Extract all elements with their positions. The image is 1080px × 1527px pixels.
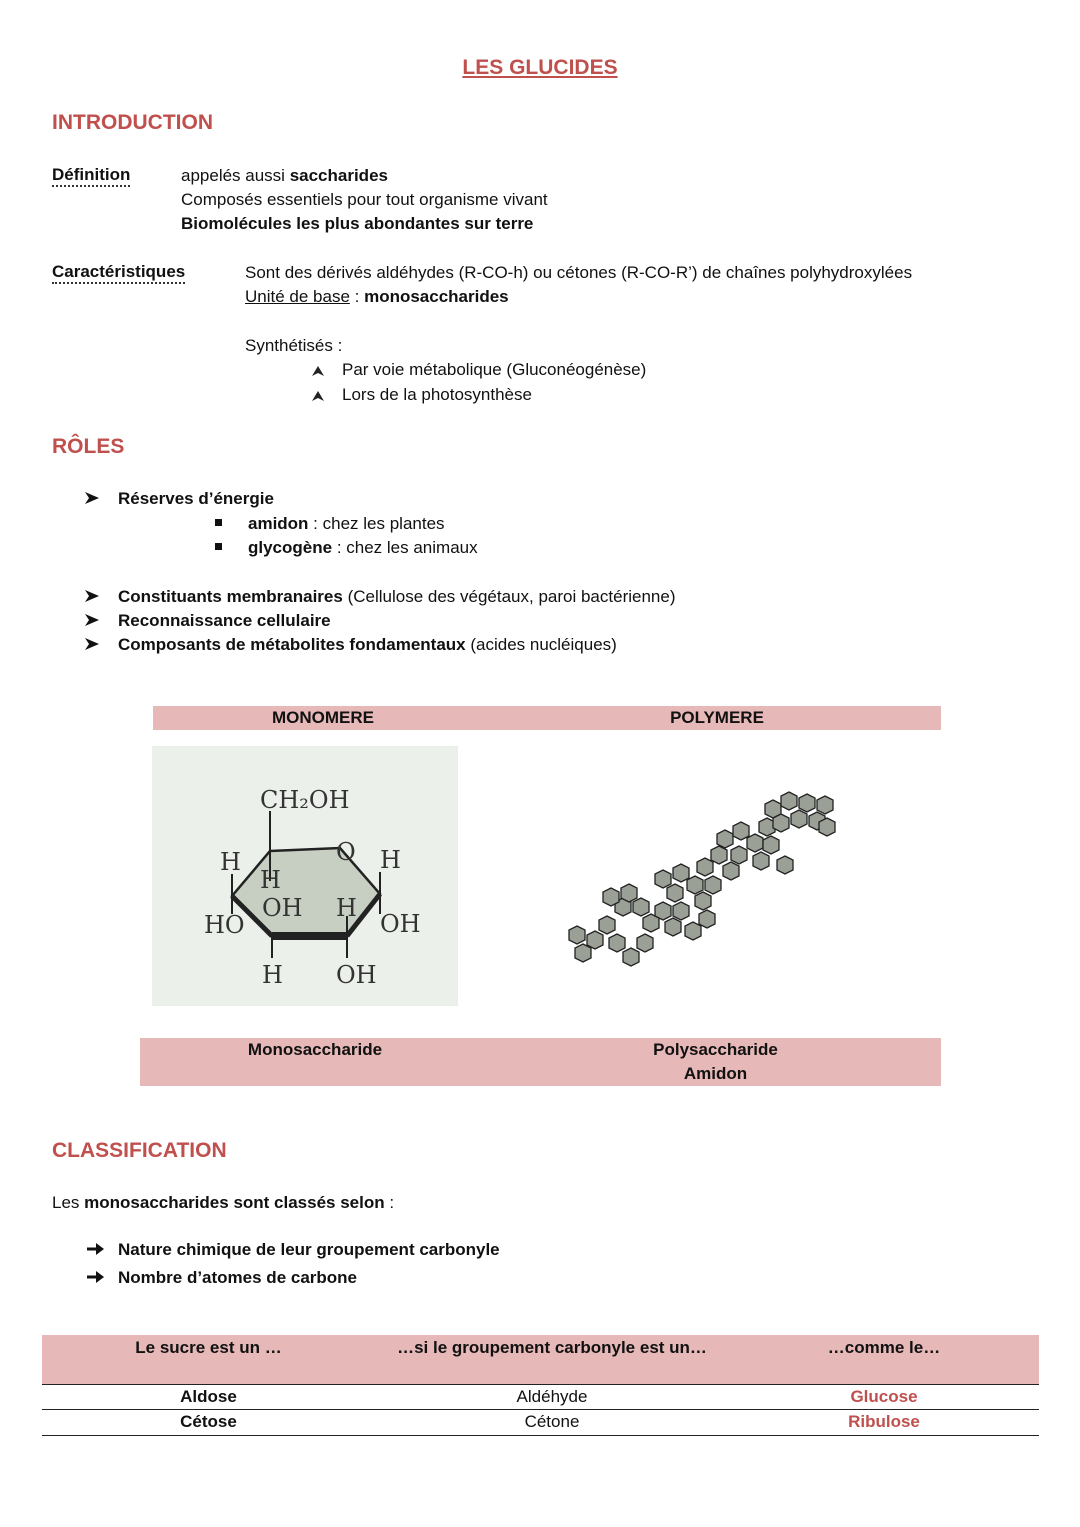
caracteristiques-line-2: Unité de base : monosaccharides (245, 287, 509, 306)
section-heading-classification: CLASSIFICATION (52, 1139, 227, 1162)
role-item-4: Composants de métabolites fondamentaux (acides nucléiques) (118, 635, 617, 654)
h-label: H (380, 846, 401, 874)
classification-item-1: Nature chimique de leur groupement carbonyle (118, 1240, 500, 1259)
caret-bullet-icon (311, 362, 325, 382)
definition-line-2: Composés essentiels pour tout organisme vivant (181, 190, 548, 209)
table-divider (42, 1435, 1039, 1436)
oh-label: OH (336, 961, 377, 989)
table-divider (42, 1409, 1039, 1410)
table-cell: Aldéhyde (516, 1387, 588, 1406)
classification-intro: Les monosaccharides sont classés selon : (52, 1193, 395, 1212)
arrowhead-bullet-icon (84, 612, 100, 633)
ch2oh-label: CH₂OH (260, 786, 350, 814)
monomere-header: MONOMERE (272, 708, 374, 727)
arrowhead-bullet-icon (84, 588, 100, 609)
definition-label: Définition (52, 165, 130, 187)
h-label: H (262, 961, 283, 989)
arrowhead-bullet-icon (84, 636, 100, 657)
classification-item-2: Nombre d’atomes de carbone (118, 1268, 358, 1287)
table-cell: Cétose (180, 1412, 237, 1431)
caracteristiques-line-1: Sont des dérivés aldéhydes (R-CO-h) ou cétones (R-CO-R’) de chaînes polyhydroxylées (245, 263, 913, 282)
oh-label: OH (262, 894, 303, 922)
definition-line-3: Biomolécules les plus abondantes sur terre (181, 214, 534, 233)
polysaccharide-caption: Polysaccharide (653, 1040, 778, 1059)
polymere-header: POLYMERE (670, 708, 764, 727)
monosaccharide-caption: Monosaccharide (247, 1040, 383, 1059)
table-cell: Cétone (524, 1412, 580, 1431)
table-cell: Aldose (180, 1387, 237, 1406)
arrowhead-bullet-icon (84, 490, 100, 511)
caret-bullet-icon (311, 387, 325, 407)
arrow-right-icon (86, 1241, 106, 1262)
h-label: H (336, 894, 357, 922)
h-label: H (260, 866, 281, 894)
table-header-cell: …si le groupement carbonyle est un… (397, 1338, 707, 1357)
synth-item-2: Lors de la photosynthèse (342, 385, 532, 404)
ho-label: HO (204, 911, 245, 939)
synth-item-1: Par voie métabolique (Gluconéogénèse) (342, 360, 647, 379)
table-cell: Glucose (850, 1387, 918, 1406)
role-item-1: Réserves d’énergie (118, 489, 274, 508)
role-item-3: Reconnaissance cellulaire (118, 611, 331, 630)
arrow-right-icon (86, 1269, 106, 1290)
role-subitem-2: glycogène : chez les animaux (248, 538, 478, 557)
section-heading-introduction: INTRODUCTION (52, 111, 213, 134)
monosaccharide-structure-image (152, 746, 458, 1006)
synthetises-label: Synthétisés : (245, 336, 343, 355)
h-label: H (220, 848, 241, 876)
role-subitem-1: amidon : chez les plantes (248, 514, 445, 533)
ring-oxygen-label: O (336, 838, 356, 866)
page-title: LES GLUCIDES (462, 56, 618, 79)
polysaccharide-chain-image (555, 775, 855, 985)
table-divider (42, 1384, 1039, 1385)
role-item-2: Constituants membranaires (Cellulose des végétaux, paroi bactérienne) (118, 587, 676, 606)
table-header-cell: Le sucre est un … (135, 1338, 282, 1357)
square-bullet-icon (215, 519, 222, 526)
table-cell: Ribulose (848, 1412, 920, 1431)
oh-label: OH (380, 910, 421, 938)
amidon-caption: Amidon (683, 1064, 748, 1083)
definition-line-1: appelés aussi saccharides (181, 166, 388, 185)
caracteristiques-label: Caractéristiques (52, 262, 185, 284)
square-bullet-icon (215, 543, 222, 550)
section-heading-roles: RÔLES (52, 435, 125, 458)
table-header-cell: …comme le… (827, 1338, 941, 1357)
